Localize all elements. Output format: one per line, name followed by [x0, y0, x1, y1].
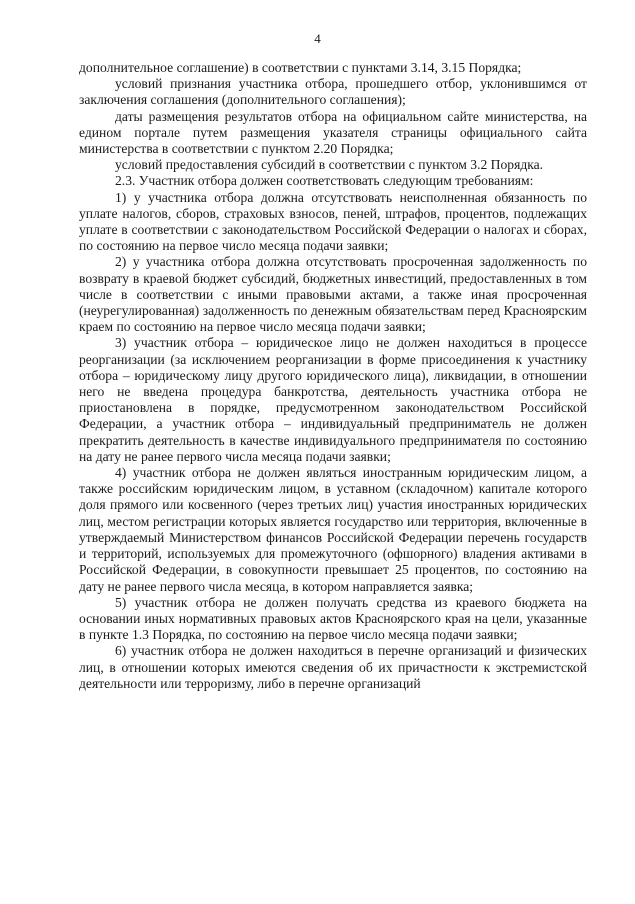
- page-number: 4: [314, 31, 321, 46]
- paragraph: условий признания участника отбора, прошедшего отбор, уклонившимся от заключения соглашения (дополнительного соглашения);: [79, 76, 587, 108]
- paragraph: 4) участник отбора не должен являться иностранным юридическим лицом, а также российским юридическим лицом, в уставном (складочном) капитале которого доля прямого или косвенного (через третьих лиц) участия иностранных юридических лиц, местом регистрации которых является государство или территория, включенные в утверждаемый Министерством финансов Российской Федерации перечень государств и территорий, используемых для промежуточного (офшорного) владения активами в Российской Федерации, в совокупности превышает 25 процентов, по состоянию на дату не ранее первого числа месяца, в котором направляется заявка;: [79, 465, 587, 594]
- paragraph: 3) участник отбора – юридическое лицо не должен находиться в процессе реорганизации (за исключением реорганизации в форме присоединения к участнику отбора – юридическому лицу другого юридического лица), ликвидации, в отношении него не введена процедура банкротства, деятельность участника отбора не приостановлена в порядке, предусмотренном законодательством Российской Федерации, а участник отбора – индивидуальный предприниматель не должен прекратить деятельность в качестве индивидуального предпринимателя по состоянию на дату не ранее первого числа месяца подачи заявки;: [79, 335, 587, 464]
- paragraph: 2.3. Участник отбора должен соответствовать следующим требованиям:: [115, 173, 534, 189]
- paragraph: условий предоставления субсидий в соответствии с пунктом 3.2 Порядка.: [115, 157, 544, 173]
- paragraph: 2) у участника отбора должна отсутствовать просроченная задолженность по возврату в краевой бюджет субсидий, бюджетных инвестиций, предоставленных в том числе в соответствии с иными правовыми актами, а также иная просроченная (неурегулированная) задолженность по денежным обязательствам перед Красноярским краем по состоянию на первое число месяца подачи заявки;: [79, 254, 587, 335]
- paragraph: дополнительное соглашение) в соответствии с пунктами 3.14, 3.15 Порядка;: [79, 60, 522, 75]
- paragraph: 6) участник отбора не должен находиться в перечне организаций и физических лиц, в отношении которых имеются сведения об их причастности к экстремистской деятельности или терроризму, либо в перечне организаций: [79, 643, 587, 691]
- document-body: [79, 60, 587, 692]
- paragraph: даты размещения результатов отбора на официальном сайте министерства, на едином портале путем размещения указателя страницы официального сайта министерства в соответствии с пунктом 2.20 Порядка;: [79, 108, 587, 157]
- paragraph: 5) участник отбора не должен получать средства из краевого бюджета на основании иных нормативных правовых актов Красноярского края на цели, указанные в пункте 1.3 Порядка, по состоянию на первое число месяца подачи заявки;: [79, 594, 587, 643]
- paragraph: 1) у участника отбора должна отсутствовать неисполненная обязанность по уплате налогов, сборов, страховых взносов, пеней, штрафов, процентов, подлежащих уплате в соответствии с законодательством Российской Федерации о налогах и сборах, по состоянию на первое число месяца подачи заявки;: [79, 189, 587, 254]
